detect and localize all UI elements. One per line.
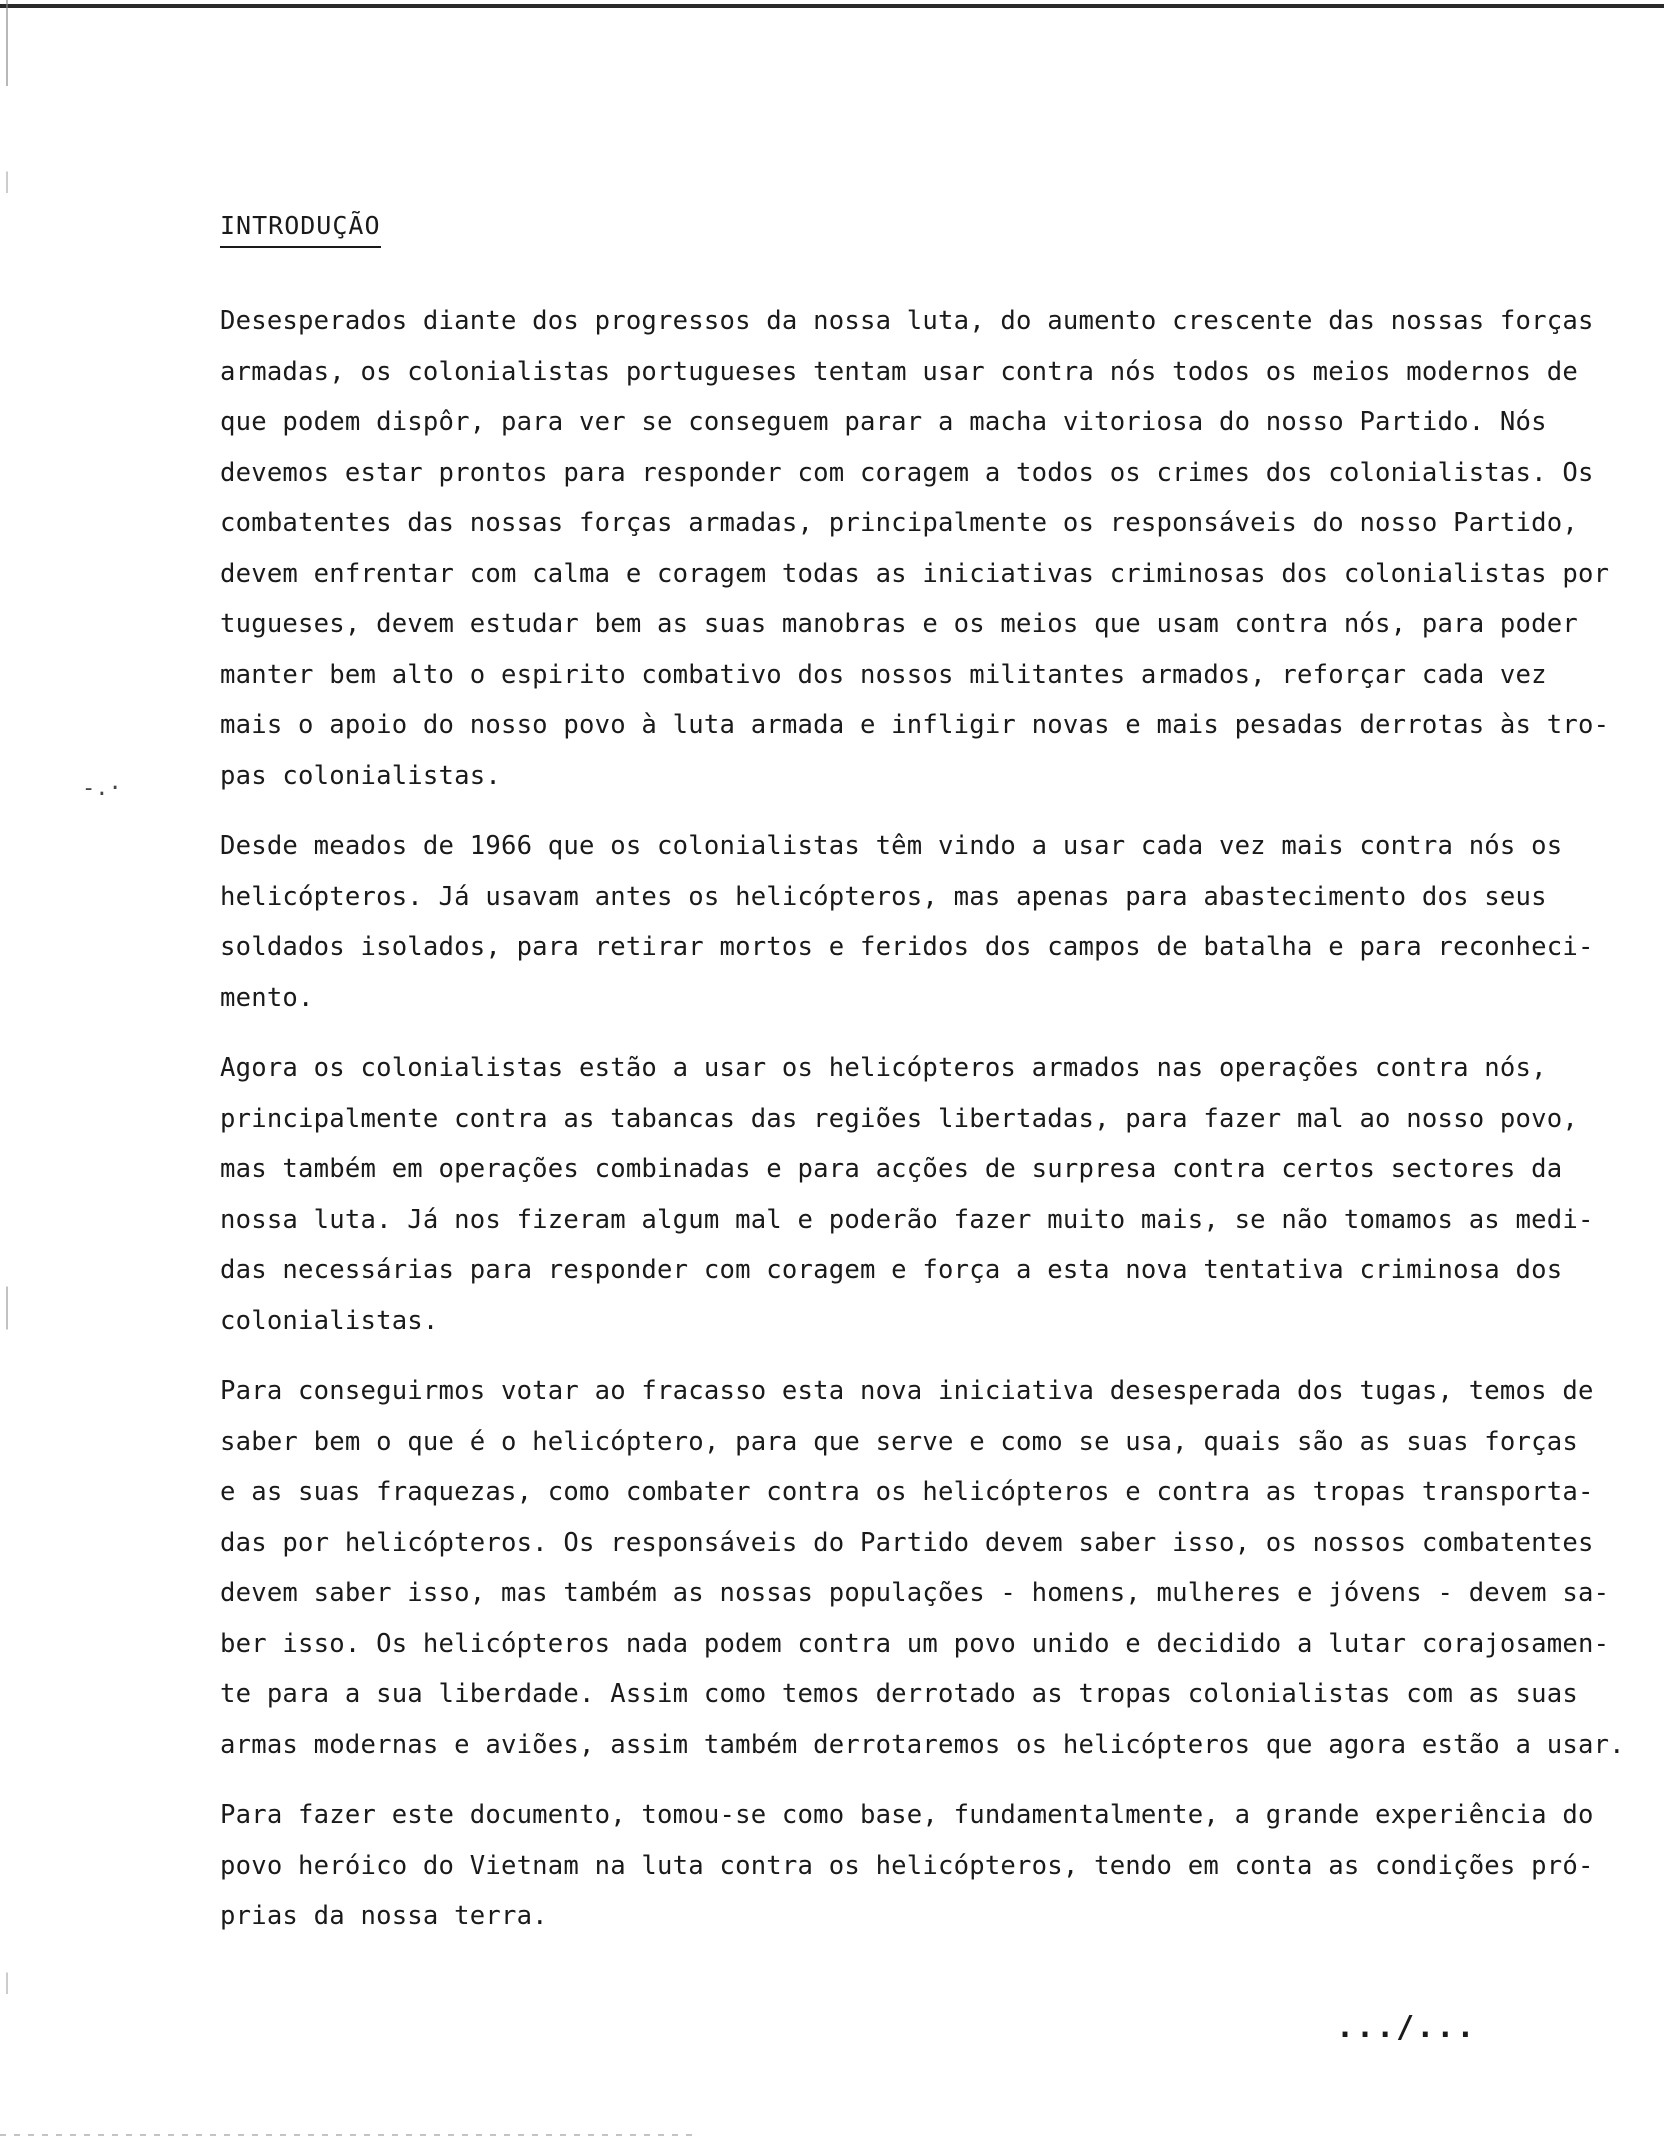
document-body [220,208,1625,1962]
paragraph-line: das por helicópteros. Os responsáveis do Partido devem saber isso, os nossos combatentes [220,1527,1594,1558]
paragraph-line: prias da nossa terra. [220,1901,548,1931]
paragraph-line: armas modernas e aviões, assim também derrotaremos os helicópteros que agora estão a usar. [220,1729,1625,1760]
paragraph-line: Desde meados de 1966 que os colonialistas têm vindo a usar cada vez mais contra nós os [220,831,1563,861]
paragraph-line: Para fazer este documento, tomou-se como base, fundamentalmente, a grande experiência do [220,1800,1594,1830]
paragraph-line: que podem dispôr, para ver se conseguem parar a macha vitoriosa do nosso Partido. Nós [220,407,1547,437]
paragraph-line: tugueses, devem estudar bem as suas manobras e os meios que usam contra nós, para poder [220,609,1578,639]
paragraph-line: principalmente contra as tabancas das regiões libertadas, para fazer mal ao nosso povo, [220,1103,1578,1134]
top-edge-line [0,4,1664,8]
paragraph-line: ber isso. Os helicópteros nada podem contra um povo unido e decidido a lutar corajosamen- [220,1628,1610,1659]
paragraph-line: colonialistas. [220,1305,439,1336]
paragraphs [220,296,1625,1942]
margin-mark: -.· [82,776,122,801]
paragraph-line: Agora os colonialistas estão a usar os helicópteros armados nas operações contra nós, [220,1053,1547,1083]
paragraph-line: devemos estar prontos para responder com coragem a todos os crimes dos colonialistas. Os [220,457,1594,488]
paragraph-line: combatentes das nossas forças armadas, principalmente os responsáveis do nosso Partido, [220,508,1578,538]
paragraph-line: te para a sua liberdade. Assim como temos derrotado as tropas colonialistas com as suas [220,1679,1578,1709]
paragraph-line: mas também em operações combinadas e para acções de surpresa contra certos sectores da [220,1154,1563,1184]
paragraph-line: armadas, os colonialistas portugueses tentam usar contra nós todos os meios modernos de [220,356,1578,387]
paragraph-line: nossa luta. Já nos fizeram algum mal e poderão fazer muito mais, se não tomamos as medi- [220,1204,1594,1235]
paragraph-4 [220,1366,1625,1770]
paragraph-line: helicópteros. Já usavam antes os helicópteros, mas apenas para abastecimento dos seus [220,881,1547,912]
paragraph-line: mento. [220,982,314,1013]
paragraph-line: Desesperados diante dos progressos da nossa luta, do aumento crescente das nossas forças [220,306,1594,336]
paragraph-line: soldados isolados, para retirar mortos e feridos dos campos de batalha e para reconheci- [220,932,1594,962]
section-title: INTRODUÇÃO [220,208,381,248]
paragraph-line: manter bem alto o espirito combativo dos nossos militantes armados, reforçar cada vez [220,659,1547,690]
paragraph-line: e as suas fraquezas, como combater contra os helicópteros e contra as tropas transporta- [220,1477,1594,1507]
bottom-scan-edge [0,2134,700,2136]
left-scan-edge [6,0,8,2144]
paragraph-line: devem saber isso, mas também as nossas populações - homens, mulheres e jóvens - devem sa- [220,1578,1610,1608]
paragraph-line: saber bem o que é o helicóptero, para que serve e como se usa, quais são as suas forças [220,1426,1578,1457]
paragraph-line: mais o apoio do nosso povo à luta armada e infligir novas e mais pesadas derrotas às tro- [220,710,1610,740]
continuation-mark: .../... [1336,2010,1477,2045]
paragraph-line: devem enfrentar com calma e coragem todas as iniciativas criminosas dos colonialistas por [220,558,1610,589]
paragraph-line: povo heróico do Vietnam na luta contra os helicópteros, tendo em conta as condições pró- [220,1850,1594,1881]
paragraph-line: pas colonialistas. [220,760,501,791]
paragraph-line: Para conseguirmos votar ao fracasso esta nova iniciativa desesperada dos tugas, temos de [220,1376,1594,1406]
paragraph-line: das necessárias para responder com coragem e força a esta nova tentativa criminosa dos [220,1255,1563,1285]
paragraph-5 [220,1790,1620,1942]
paragraph-2 [220,821,1620,1023]
paragraph-3 [220,1043,1620,1346]
paragraph-1 [220,296,1620,801]
